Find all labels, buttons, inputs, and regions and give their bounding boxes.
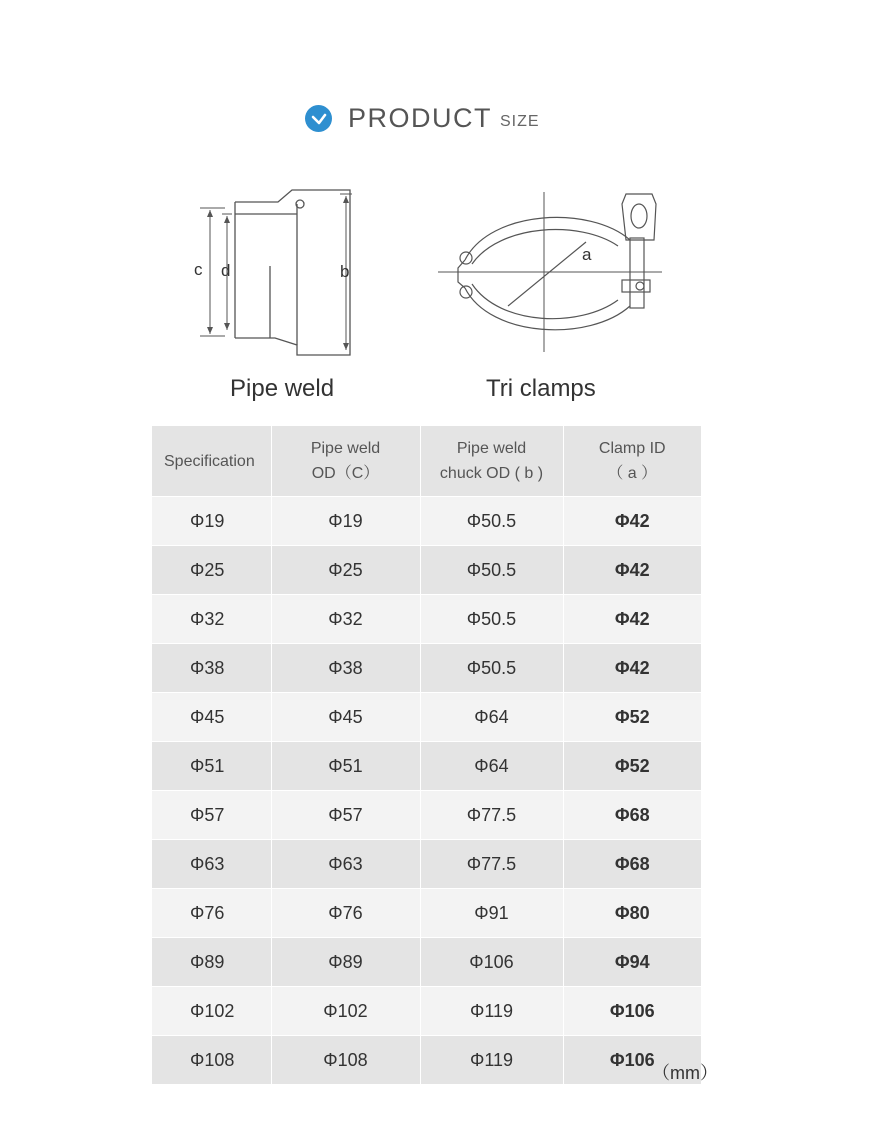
table-cell: Φ42	[563, 644, 701, 693]
dimension-label-c: c	[194, 260, 203, 279]
table-cell: Φ64	[420, 693, 563, 742]
table-cell: Φ50.5	[420, 497, 563, 546]
table-cell: Φ32	[271, 595, 420, 644]
table-cell: Φ106	[563, 1036, 701, 1085]
table-cell: Φ68	[563, 791, 701, 840]
table-cell: Φ50.5	[420, 644, 563, 693]
table-row	[152, 938, 701, 987]
table-cell: Φ45	[152, 693, 271, 742]
table-cell: Φ57	[271, 791, 420, 840]
dimension-label-a: a	[582, 245, 592, 264]
dimension-label-d: d	[221, 261, 231, 280]
table-cell: Φ119	[420, 987, 563, 1036]
table-cell: Φ51	[152, 742, 271, 791]
header-chuck-od	[420, 426, 563, 497]
table-cell: Φ19	[152, 497, 271, 546]
table-cell: Φ102	[152, 987, 271, 1036]
table-row	[152, 840, 701, 889]
table-cell: Φ68	[563, 840, 701, 889]
table-cell: Φ89	[271, 938, 420, 987]
header-line: Specification	[164, 452, 255, 470]
table-row	[152, 595, 701, 644]
tri-clamp-caption: Tri clamps	[486, 375, 596, 402]
table-cell: Φ63	[271, 840, 420, 889]
header-line: chuck OD ( b )	[439, 465, 544, 482]
table-cell: Φ108	[271, 1036, 420, 1085]
table-cell: Φ38	[271, 644, 420, 693]
table-cell: Φ52	[563, 693, 701, 742]
table-cell: Φ25	[271, 546, 420, 595]
table-cell: Φ76	[271, 889, 420, 938]
header-line: Clamp ID	[598, 440, 666, 457]
tri-clamp-diagram	[430, 180, 680, 370]
table-cell: Φ45	[271, 693, 420, 742]
header-clamp-id	[563, 426, 701, 497]
table-cell: Φ91	[420, 889, 563, 938]
table-cell: Φ42	[563, 497, 701, 546]
table-row	[152, 987, 701, 1036]
table-row	[152, 1036, 701, 1085]
table-cell: Φ119	[420, 1036, 563, 1085]
table-cell: Φ89	[152, 938, 271, 987]
table-row	[152, 693, 701, 742]
table-row	[152, 546, 701, 595]
table-cell: Φ108	[152, 1036, 271, 1085]
table-cell: Φ106	[563, 987, 701, 1036]
table-cell: Φ80	[563, 889, 701, 938]
pipe-weld-caption: Pipe weld	[230, 375, 335, 402]
table-cell: Φ77.5	[420, 840, 563, 889]
product-size-header	[305, 103, 540, 134]
table-cell: Φ102	[271, 987, 420, 1036]
unit-label: （mm）	[652, 1063, 718, 1083]
table-cell: Φ32	[152, 595, 271, 644]
header-pipe-weld-od	[271, 426, 420, 497]
header-line: Pipe weld	[456, 440, 527, 457]
table-row	[152, 742, 701, 791]
table-cell: Φ25	[152, 546, 271, 595]
header-line: OD（C）	[311, 465, 380, 482]
table-cell: Φ64	[420, 742, 563, 791]
table-row	[152, 791, 701, 840]
table-cell: Φ77.5	[420, 791, 563, 840]
table-cell: Φ50.5	[420, 595, 563, 644]
table-row	[152, 889, 701, 938]
header-subtitle: SIZE	[500, 112, 540, 130]
pipe-weld-diagram	[180, 180, 380, 370]
table-cell: Φ50.5	[420, 546, 563, 595]
table-cell: Φ52	[563, 742, 701, 791]
table-cell: Φ94	[563, 938, 701, 987]
table-cell: Φ19	[271, 497, 420, 546]
header-line: Pipe weld	[310, 440, 381, 457]
table-cell: Φ106	[420, 938, 563, 987]
check-circle-icon	[305, 105, 332, 132]
header-line: （ a ）	[607, 465, 658, 482]
spec-table	[152, 426, 701, 1084]
table-cell: Φ76	[152, 889, 271, 938]
table-cell: Φ42	[563, 546, 701, 595]
table-row	[152, 644, 701, 693]
table-row	[152, 497, 701, 546]
table-cell: Φ38	[152, 644, 271, 693]
table-cell: Φ42	[563, 595, 701, 644]
table-cell: Φ57	[152, 791, 271, 840]
table-header-row	[152, 426, 701, 497]
table-cell: Φ63	[152, 840, 271, 889]
header-title: PRODUCT	[348, 103, 492, 133]
table-cell: Φ51	[271, 742, 420, 791]
header-specification	[152, 426, 271, 497]
dimension-label-b: b	[340, 262, 350, 281]
